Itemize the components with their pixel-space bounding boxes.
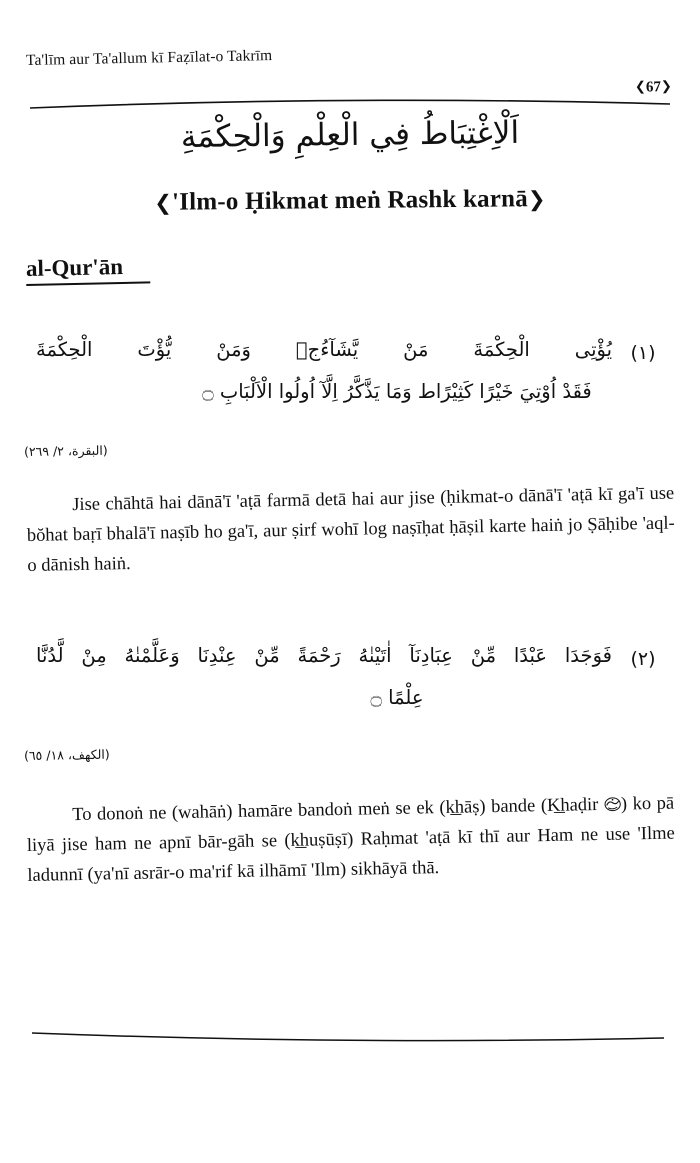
section-label-text: al-Qur'ān [25, 253, 124, 281]
verse-first-line-2 [30, 636, 674, 678]
subtitle-close-ornament-icon: ❯ [527, 187, 546, 212]
folio-close-ornament-icon: ❯ [660, 78, 673, 94]
verse-first-line-1 [30, 330, 674, 372]
verse-number-2: (٢) [630, 648, 656, 670]
verse-arabic-line-2a: فَوَجَدَا عَبْدًا مِّنْ عِبَادِنَآ اٰتَيْنٰهُ رَحْمَةً مِّنْ عِنْدِنَا وَعَلَّمْنٰهُ مِنْ لَّدُنَّا [36, 644, 612, 667]
quran-verse-block-2 [30, 636, 674, 717]
alayhis-salam-ornament-icon [604, 797, 621, 812]
verse-arabic-line-1a: يُؤْتِى الْحِكْمَةَ مَنْ يَّشَآءُجۚ وَمَنْ يُّؤْتَ الْحِكْمَةَ [36, 338, 612, 361]
verse-translation-1: Jise chāhtā hai dānā'ī 'aṭā farmā detā hai aur jise (ḥikmat-o dānā'ī 'aṭā kī ga'ī use bŏhat baṛī bhalā'ī naṣīb ho ga'ī, aur ṣirf wohī log naṣīḥat ḥāṣil karte haiṅ jo Ṣāḥibe 'aql-o dānish haiṅ. [26, 483, 675, 576]
verse-number-1: (١) [630, 342, 656, 364]
section-label-underline [26, 281, 150, 286]
running-header: Ta'līm aur Ta'allum kī Faẓīlat-o Takrīm [25, 47, 273, 69]
page-number [635, 78, 672, 97]
verse-arabic-line-2b: عِلْمًا ۝ [370, 686, 424, 709]
verse-citation-2: (الكهف، ١٨/ ٦٥) [23, 746, 110, 763]
subtitle-text: 'Ilm-o Ḥikmat meṅ Rashk karnā [171, 185, 529, 216]
folio-open-ornament-icon: ❮ [635, 78, 647, 94]
verse-translation-2 [26, 790, 676, 892]
chapter-heading-roman [0, 184, 700, 219]
folio-number-value: 67 [645, 79, 662, 96]
verse-citation-1: (البقرة، ٢/ ٢٦٩) [23, 442, 108, 459]
section-label-al-quran [26, 253, 151, 286]
subtitle-open-ornament-icon: ❮ [154, 190, 173, 215]
translation-text-part-1: To donoṅ ne (wahāṅ) hamāre bandoṅ meṅ se ek (k͟hāṣ) bande (K͟haḍir [72, 794, 605, 826]
verse-arabic-line-1b: فَقَدْ اُوْتِيَ خَيْرًا كَثِيْرًاط وَمَا يَذَّكَّرُ اِلَّآ اُولُوا الْاَلْبَابِ ۝ [202, 380, 592, 403]
translation-text-part-2: ) ko pā liyā jise ham ne apnī bār-gāh se (k͟huṣūṣī) Raḥmat 'aṭā kī thī aur Ham ne use 'Ilme ladunnī (ya'nī asrār-o ma'rif kā ilhāmī 'Ilm) sikhāyā thā. [26, 793, 675, 886]
chapter-heading-arabic: اَلْاِغْتِبَاطُ فِي الْعِلْمِ وَالْحِكْمَةِ [180, 114, 520, 156]
quran-verse-block-1 [30, 330, 674, 411]
header-divider-rule [28, 98, 672, 110]
footer-divider-rule [30, 1030, 666, 1044]
